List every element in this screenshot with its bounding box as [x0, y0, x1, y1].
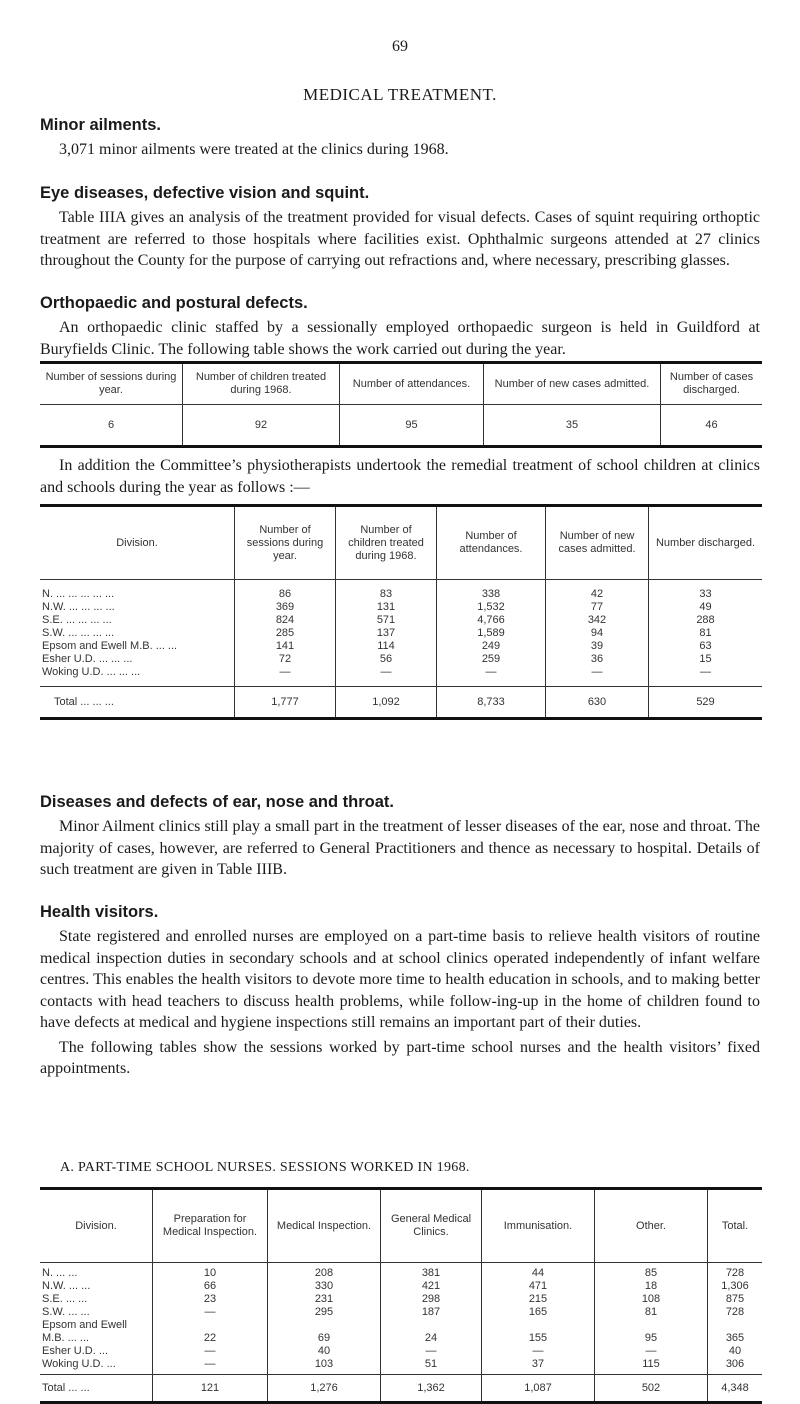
physio-total-cell: 1,092	[336, 687, 437, 719]
nurses-cell: 37	[482, 1358, 595, 1371]
nurses-cell: 95	[595, 1332, 708, 1345]
physio-division: Epsom and Ewell M.B. ... ...	[42, 639, 178, 652]
nurses-col-immunisation: Immunisation.	[482, 1189, 595, 1263]
ortho-cell: 92	[183, 405, 340, 447]
nurses-cell: 728	[708, 1306, 763, 1319]
ortho-cell: 6	[107, 418, 115, 431]
health-text-1: State registered and enrolled nurses are employed on a part-time basis to relieve health visitors of routine medical inspection duties in secondary schools and at school clinics operated independently of infant welfare centres. This enables the health visitors to devote more time to health education in schools, and to making better contacts with head teachers to discuss health problems, while follow-ing-up in the home of children found to have defects at medical and hygiene inspections still remains an important part of their duties.	[40, 928, 760, 1031]
nurses-total-cell: 4,348	[708, 1375, 763, 1403]
table-row	[40, 1358, 762, 1371]
table-row	[40, 1306, 762, 1319]
table-row	[40, 1345, 762, 1358]
nurses-cell: 875	[708, 1293, 763, 1306]
table-row	[40, 588, 762, 601]
section-health-visitors	[40, 903, 760, 1080]
physio-division: S.E. ... ... ... ...	[42, 613, 112, 626]
physio-text: In addition the Committee’s physiotherapists undertook the remedial treatment of school children at clinics and schools during the year as follows :—	[40, 457, 760, 496]
nurses-col-division: Division.	[75, 1219, 117, 1232]
nurses-cell: 421	[381, 1280, 482, 1293]
ortho-text: An orthopaedic clinic staffed by a sessionally employed orthopaedic surgeon is held in Guildford at Buryfields Clinic. The following table shows the work carried out during the year.	[40, 319, 760, 358]
nurses-division: N.W. ... ...	[42, 1279, 91, 1292]
nurses-total-cell: 1,276	[268, 1375, 381, 1403]
nurses-division: S.E. ... ...	[42, 1292, 88, 1305]
section-physio	[40, 455, 760, 498]
nurses-cell: 66	[153, 1280, 268, 1293]
nurses-cell: 24	[381, 1332, 482, 1345]
nurses-cell: 298	[381, 1293, 482, 1306]
nurses-cell: 44	[482, 1267, 595, 1280]
physio-cell: 824	[235, 614, 336, 627]
physio-cell: 63	[649, 640, 763, 653]
physio-total-cell: 1,777	[235, 687, 336, 719]
nurses-cell: —	[153, 1345, 268, 1358]
physio-cell: 1,589	[437, 627, 546, 640]
table-row	[40, 1267, 762, 1280]
nurses-division: M.B. ... ...	[42, 1331, 90, 1344]
physio-cell: 342	[546, 614, 649, 627]
physio-cell: —	[546, 666, 649, 679]
minor-text: 3,071 minor ailments were treated at the clinics during 1968.	[59, 141, 449, 158]
nurses-cell: —	[482, 1345, 595, 1358]
nurses-cell: 306	[708, 1358, 763, 1371]
physio-cell: 81	[649, 627, 763, 640]
ortho-col-children: Number of children treated during 1968.	[183, 363, 340, 405]
physio-col-children: Number of children treated during 1968.	[336, 506, 437, 580]
physio-cell: 83	[336, 588, 437, 601]
physio-cell: 15	[649, 653, 763, 666]
ortho-col-discharged: Number of cases discharged.	[661, 363, 763, 405]
physio-cell: 249	[437, 640, 546, 653]
nurses-cell: 215	[482, 1293, 595, 1306]
nurses-total-cell: 502	[595, 1375, 708, 1403]
physio-cell: 77	[546, 601, 649, 614]
section-minor-ailments	[40, 116, 760, 161]
table-row	[40, 1319, 762, 1332]
physio-division: N.W. ... ... ... ...	[42, 600, 115, 613]
ortho-col-attendances: Number of attendances.	[340, 363, 484, 405]
table-row	[40, 1293, 762, 1306]
nurses-cell: 69	[268, 1332, 381, 1345]
physio-cell: 86	[235, 588, 336, 601]
nurses-cell: 295	[268, 1306, 381, 1319]
physio-cell: 94	[546, 627, 649, 640]
physio-cell: 39	[546, 640, 649, 653]
nurses-cell: —	[381, 1345, 482, 1358]
nurses-cell: 155	[482, 1332, 595, 1345]
physio-cell: 571	[336, 614, 437, 627]
minor-heading: Minor ailments.	[40, 116, 162, 134]
page-number: 69	[392, 38, 408, 55]
nurses-cell: 103	[268, 1358, 381, 1371]
page-title: MEDICAL TREATMENT.	[303, 85, 497, 104]
physio-col-attendances: Number of attendances.	[437, 506, 546, 580]
section-eye	[40, 184, 760, 272]
physio-total-cell: 8,733	[437, 687, 546, 719]
physio-cell: 285	[235, 627, 336, 640]
physio-division: Woking U.D. ... ... ...	[42, 665, 141, 678]
nurses-division: Epsom and Ewell	[42, 1318, 127, 1331]
total-row	[40, 687, 762, 719]
table-row	[40, 653, 762, 666]
nurses-cell: 81	[595, 1306, 708, 1319]
section-ent	[40, 793, 760, 881]
physio-division: S.W. ... ... ... ...	[42, 626, 115, 639]
health-heading: Health visitors.	[40, 903, 159, 921]
nurses-cell: —	[153, 1306, 268, 1319]
nurses-cell: 187	[381, 1306, 482, 1319]
table-row	[40, 627, 762, 640]
physio-col-new-cases: Number of new cases admitted.	[546, 506, 649, 580]
physio-total-label: Total ... ... ...	[54, 695, 114, 708]
physio-col-discharged: Number discharged.	[649, 506, 763, 580]
physio-cell: 36	[546, 653, 649, 666]
nurses-cell: 208	[268, 1267, 381, 1280]
physio-division: Esher U.D. ... ... ...	[42, 652, 133, 665]
nurses-cell: 85	[595, 1267, 708, 1280]
table-row	[40, 1280, 762, 1293]
physio-cell: 141	[235, 640, 336, 653]
nurses-total-cell: 1,087	[482, 1375, 595, 1403]
physio-cell: 49	[649, 601, 763, 614]
physio-cell: —	[437, 666, 546, 679]
section-orthopaedic	[40, 294, 760, 360]
physio-cell: 56	[336, 653, 437, 666]
nurses-cell: 471	[482, 1280, 595, 1293]
nurses-cell: 51	[381, 1358, 482, 1371]
nurses-col-medical-inspection: Medical Inspection.	[268, 1189, 381, 1263]
eye-text: Table IIIA gives an analysis of the treatment provided for visual defects. Cases of squint requiring orthoptic treatment are referred to those hospitals where facilities exist. Ophthalmic surgeons attended at 27 clinics throughout the County for the purpose of carrying out refractions and, where necessary, prescribing glasses.	[40, 209, 760, 269]
nurses-col-preparation: Preparation for Medical Inspection.	[153, 1189, 268, 1263]
nurses-cell: 1,306	[708, 1280, 763, 1293]
physio-cell: 33	[649, 588, 763, 601]
nurses-total-cell: 1,362	[381, 1375, 482, 1403]
physio-cell: —	[649, 666, 763, 679]
nurses-cell: 165	[482, 1306, 595, 1319]
health-text-2: The following tables show the sessions worked by part-time school nurses and the health visitors’ fixed appointments.	[40, 1038, 760, 1077]
nurses-cell: 108	[595, 1293, 708, 1306]
physio-cell: 288	[649, 614, 763, 627]
physio-cell: —	[235, 666, 336, 679]
nurses-total-cell: 121	[153, 1375, 268, 1403]
nurses-cell: 18	[595, 1280, 708, 1293]
nurses-cell: 22	[153, 1332, 268, 1345]
ent-heading: Diseases and defects of ear, nose and throat.	[40, 793, 394, 811]
nurses-cell: 40	[268, 1345, 381, 1358]
eye-heading: Eye diseases, defective vision and squint.	[40, 184, 370, 202]
nurses-cell: —	[595, 1345, 708, 1358]
nurses-division: Woking U.D. ...	[42, 1357, 116, 1370]
nurses-division: S.W. ... ...	[42, 1305, 90, 1318]
physio-cell: 4,766	[437, 614, 546, 627]
physio-cell: 1,532	[437, 601, 546, 614]
ent-text: Minor Ailment clinics still play a small part in the treatment of lesser diseases of the ear, nose and throat. The majority of cases, however, are referred to General Practitioners and thence as necessary to hospital. Details of such treatment are given in Table IIIB.	[40, 818, 760, 878]
physio-table	[40, 504, 762, 720]
nurses-table	[40, 1187, 762, 1404]
table-row	[40, 601, 762, 614]
physio-col-sessions: Number of sessions during year.	[235, 506, 336, 580]
physio-total-cell: 529	[649, 687, 763, 719]
physio-cell: 137	[336, 627, 437, 640]
nurses-cell: 365	[708, 1332, 763, 1345]
physio-total-cell: 630	[546, 687, 649, 719]
physio-col-division: Division.	[116, 536, 158, 549]
ortho-heading: Orthopaedic and postural defects.	[40, 294, 308, 312]
ortho-col-new-cases: Number of new cases admitted.	[484, 363, 661, 405]
nurses-cell: 728	[708, 1267, 763, 1280]
nurses-division: Esher U.D. ...	[42, 1344, 109, 1357]
physio-division: N. ... ... ... ... ...	[42, 587, 115, 600]
total-row	[40, 1375, 762, 1403]
physio-cell: —	[336, 666, 437, 679]
physio-cell: 338	[437, 588, 546, 601]
nurses-col-other: Other.	[595, 1189, 708, 1263]
nurses-total-label: Total ... ...	[42, 1381, 90, 1394]
nurses-cell: —	[153, 1358, 268, 1371]
nurses-cell: 10	[153, 1267, 268, 1280]
physio-cell: 131	[336, 601, 437, 614]
nurses-cell: 330	[268, 1280, 381, 1293]
nurses-division: N. ... ...	[42, 1266, 78, 1279]
physio-cell: 369	[235, 601, 336, 614]
ortho-cell: 95	[340, 405, 484, 447]
table-row	[40, 614, 762, 627]
nurses-table-caption: A. PART-TIME SCHOOL NURSES. SESSIONS WORKED IN 1968.	[60, 1160, 470, 1175]
ortho-col-sessions: Number of sessions during year.	[45, 371, 177, 396]
nurses-col-total: Total.	[708, 1189, 763, 1263]
nurses-cell: 40	[708, 1345, 763, 1358]
physio-cell: 42	[546, 588, 649, 601]
ortho-cell: 46	[661, 405, 763, 447]
nurses-cell: 381	[381, 1267, 482, 1280]
orthopaedic-table	[40, 361, 762, 448]
physio-cell: 114	[336, 640, 437, 653]
nurses-col-general-clinics: General Medical Clinics.	[381, 1189, 482, 1263]
ortho-cell: 35	[484, 405, 661, 447]
nurses-cell: 231	[268, 1293, 381, 1306]
physio-cell: 259	[437, 653, 546, 666]
table-row	[40, 666, 762, 679]
nurses-cell: 23	[153, 1293, 268, 1306]
nurses-cell: 115	[595, 1358, 708, 1371]
table-row	[40, 640, 762, 653]
physio-cell: 72	[235, 653, 336, 666]
